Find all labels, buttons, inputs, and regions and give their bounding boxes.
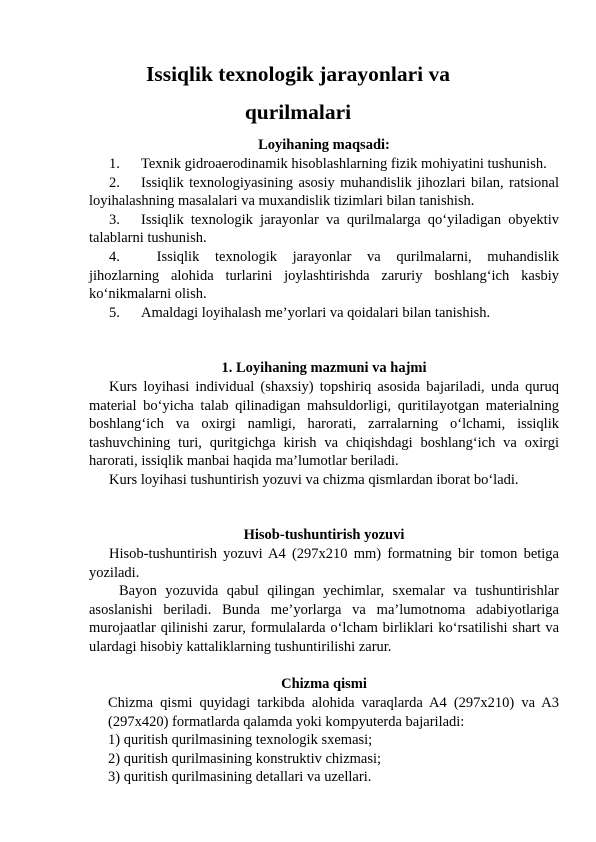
note-paragraph-2: Bayon yozuvida qabul qilingan yechimlar, sxemalar va tushuntirishlar asoslanishi beriladi. Bunda me’yorlarga va ma’lumotnoma adabiyotlariga murojaatlar qilinishi zarur, formulalarda o‘lcham birliklari ko‘rsatilishi shart va ulardagi hisobiy kattaliklarning tushuntirilishi zarur. [89, 583, 559, 655]
goal-number: 2. [109, 174, 120, 191]
heading-drawing: Chizma qismi [281, 676, 367, 692]
content-paragraph-1: Kurs loyihasi individual (shaxsiy) topshiriq asosida bajariladi, unda quruq material bo‘yicha talab qilinadigan mahsuldorligi, quritilayotgan materialning boshlang‘ich va oxirgi namligi, harorati, zarralarning o‘lchami, issiqlik tashuvchining turi, quritgichga kirish va chiqishdagi boshlang‘ich va oxirgi harorati, issiqlik manbai haqida ma’lumotlar beriladi. [89, 379, 559, 470]
note-section [89, 545, 559, 657]
drawing-paragraph: Chizma qismi quyidagi tarkibda alohida varaqlarda A4 (297x210) va A3 (297x420) formatlarda qalamda yoki kompyuterda bajariladi: [108, 695, 559, 730]
goal-item [89, 174, 559, 211]
goal-number: 5. [109, 304, 120, 321]
drawing-item: 2) quritish qurilmasining konstruktiv chizmasi; [108, 750, 382, 767]
goal-text: Issiqlik texnologik jarayonlar va qurilmalarni, muhandislik jihozlarning alohida turlarini joylashtirishda zaruriy boshlang‘ich kasbiy ko‘nikmalarni olish. [89, 248, 559, 303]
goal-text: Texnik gidroaerodinamik hisoblashlarning fizik mohiyatini tushunish. [141, 156, 547, 172]
goal-number: 3. [109, 211, 120, 228]
note-paragraph-1: Hisob-tushuntirish yozuvi A4 (297x210 mm) formatning bir tomon betiga yoziladi. [89, 546, 559, 581]
goal-item [89, 304, 559, 323]
drawing-section [108, 694, 559, 787]
content-paragraph-2: Kurs loyihasi tushuntirish yozuvi va chizma qismlardan iborat bo‘ladi. [109, 471, 519, 488]
heading-note: Hisob-tushuntirish yozuvi [243, 527, 405, 543]
document-title-line-2: qurilmalari [244, 100, 352, 124]
goal-item [89, 248, 559, 304]
goal-text: Issiqlik texnologik jarayonlar va qurilmalarga qo‘yiladigan obyektiv talablarni tushunish. [89, 211, 559, 247]
heading-goal: Loyihaning maqsadi: [258, 137, 390, 153]
goal-item [89, 211, 559, 248]
content-section [89, 378, 559, 490]
goal-number: 1. [109, 156, 120, 172]
document-title-line-1: Issiqlik texnologik jarayonlari va [145, 62, 451, 86]
goal-text: Amaldagi loyihalash me’yorlari va qoidalari bilan tanishish. [141, 304, 491, 321]
goal-item [89, 155, 559, 174]
goal-number: 4. [109, 248, 120, 265]
goals-list [89, 155, 559, 322]
drawing-item: 3) quritish qurilmasining detallari va uzellari. [108, 769, 372, 786]
goal-text: Issiqlik texnologiyasining asosiy muhandislik jihozlari bilan, ratsional loyihalashning masalalari va muxandislik tizimlari bilan tanishish. [89, 174, 559, 210]
drawing-item: 1) quritish qurilmasining texnologik sxemasi; [108, 732, 373, 749]
heading-content: 1. Loyihaning mazmuni va hajmi [221, 360, 427, 376]
